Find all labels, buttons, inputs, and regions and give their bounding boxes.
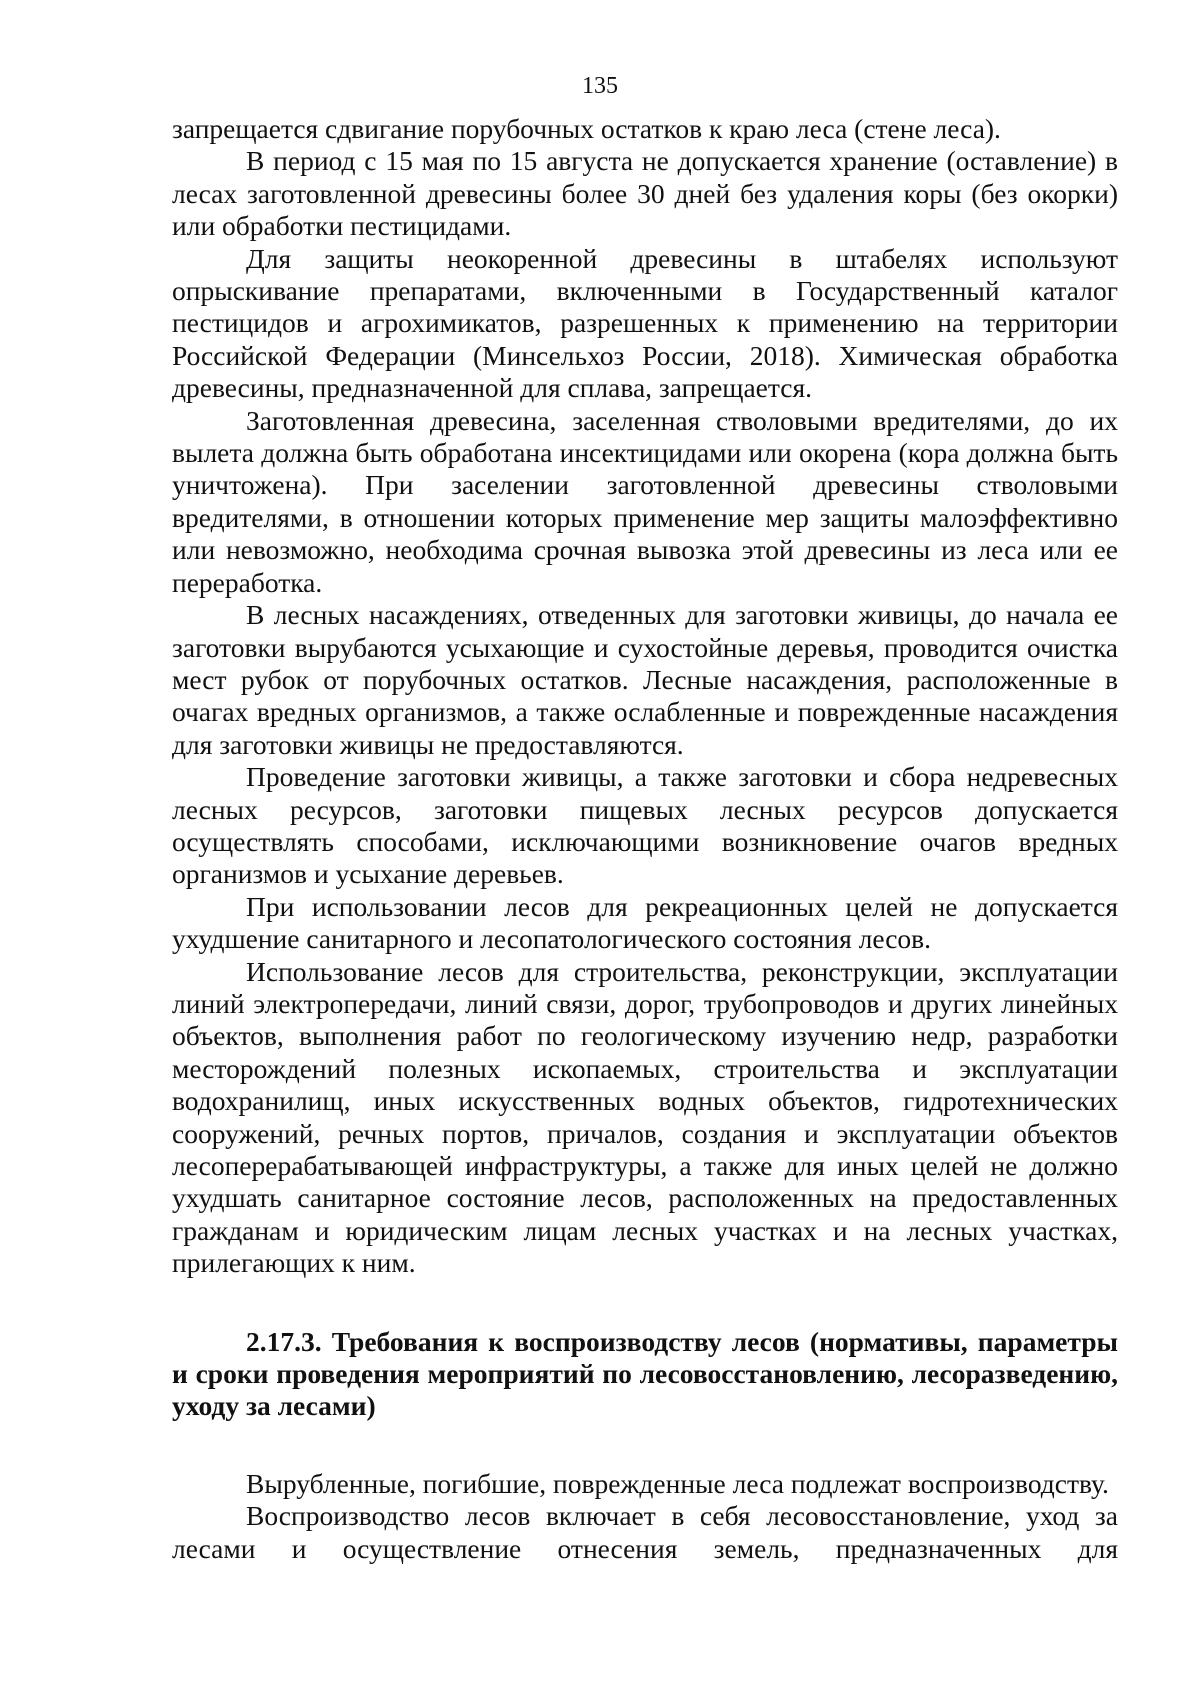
page-number: 135 — [582, 73, 618, 99]
paragraph-construction-use: Использование лесов для строительства, реконструкции, эксплуатации линий электропередачи, линий связи, дорог, трубопроводов и других линейных объектов, выполнения работ по геологическому изучению недр, разработки месторождений полезных ископаемых, строительства и эксплуатации водохранилищ, иных искусственных водных объектов, гидротехнических сооружений, речных портов, причалов, создания и эксплуатации объектов лесоперерабатывающей инфраструктуры, а также для иных целей не должно ухудшать санитарное состояние лесов, расположенных на предоставленных гражданам и юридическим лицам лесных участках и на лесных участках, прилегающих к ним. — [172, 955, 1118, 1279]
paragraph-reproduction-definition: Воспроизводство лесов включает в себя лесовосстановление, уход за лесами и осуществление отнесения земель, предназначенных для — [172, 1500, 1118, 1564]
paragraph-recreation: При использовании лесов для рекреационных целей не допускается ухудшение санитарного и лесопатологического состояния лесов. — [172, 890, 1118, 955]
section-heading: 2.17.3. Требования к воспроизводству лесов (нормативы, параметры и сроки проведения мероприятий по лесовосстановлению, лесоразведению, уходу за лесами) — [172, 1325, 1118, 1422]
paragraph-spraying: Для защиты неокоренной древесины в штабелях используют опрыскивание препаратами, включенными в Государственный каталог пестицидов и агрохимикатов, разрешенных к применению на территории Российской Федерации (Минсельхоз России, 2018). Химическая обработка древесины, предназначенной для сплава, запрещается. — [172, 242, 1118, 404]
page-body — [172, 113, 1118, 1565]
paragraph-non-timber-resources: Проведение заготовки живицы, а также заготовки и сбора недревесных лесных ресурсов, заготовки пищевых лесных ресурсов допускается осуществлять способами, исключающими возникновение очагов вредных организмов и усыхание деревьев. — [172, 761, 1118, 890]
paragraph-continuation: запрещается сдвигание порубочных остатков к краю леса (стене леса). — [172, 113, 1001, 144]
paragraph-reproduction-subject: Вырубленные, погибшие, поврежденные леса подлежат воспроизводству. — [246, 1467, 1109, 1499]
paragraph-storage-period: В период с 15 мая по 15 августа не допускается хранение (оставление) в лесах заготовленной древесины более 30 дней без удаления коры (без окорки) или обработки пестицидами. — [172, 145, 1118, 242]
paragraph-resin-tapping: В лесных насаждениях, отведенных для заготовки живицы, до начала ее заготовки вырубаются усыхающие и сухостойные деревья, проводится очистка мест рубок от порубочных остатков. Лесные насаждения, расположенные в очагах вредных организмов, а также ослабленные и поврежденные насаждения для заготовки живицы не предоставляются. — [172, 599, 1118, 760]
paragraph-stem-pests: Заготовленная древесина, заселенная стволовыми вредителями, до их вылета должна быть обработана инсектицидами или окорена (кора должна быть уничтожена). При заселении заготовленной древесины стволовыми вредителями, в отношении которых применение мер защиты малоэффективно или невозможно, необходима срочная вывозка этой древесины из леса или ее переработка. — [172, 404, 1118, 598]
